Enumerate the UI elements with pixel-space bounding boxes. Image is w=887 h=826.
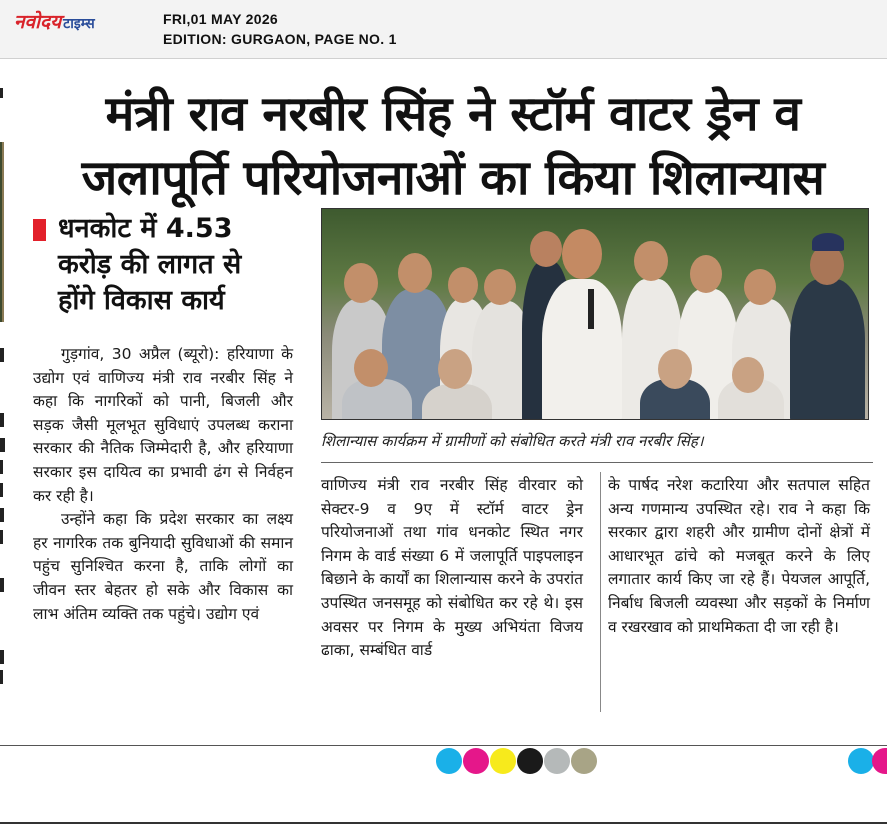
column-divider-1 xyxy=(600,472,601,712)
article-column-2 xyxy=(321,474,583,663)
photo-caption: शिलान्यास कार्यक्रम में ग्रामीणों को संबोधित करते मंत्री राव नरबीर सिंह। xyxy=(321,432,704,450)
color-registration-marks xyxy=(0,748,887,774)
logo-sub-text: टाइम्स xyxy=(63,16,95,32)
column-2-paragraph: वाणिज्य मंत्री राव नरबीर सिंह वीरवार को सेक्टर-9 व 9ए में स्टॉर्म वाटर ड्रेन परियोजनाओं तथा गांव धनकोट स्थित नगर निगम के वार्ड संख्या 6 में जलापूर्ति पाइपलाइन बिछाने के कार्यों का शिलान्यास करने के उपरांत उपस्थित जनसमूह को संबोधित कर रहे थे। इस अवसर पर निगम के मुख्य अभियंता विजय ढाका, सम्बंधित वार्ड xyxy=(321,476,583,660)
cyan-edge-dot xyxy=(848,748,874,774)
article-photo[interactable] xyxy=(321,208,869,420)
headline-line-2: जलापूर्ति परियोजनाओं का किया शिलान्यास xyxy=(81,150,825,206)
subhead-line-2: करोड़ की लागत से xyxy=(58,249,242,280)
gray-registration-dot xyxy=(544,748,570,774)
column-1-paragraph-2: उन्होंने कहा कि प्रदेश सरकार का लक्ष्य हर नागरिक तक बुनियादी सुविधाओं की समान पहुंच सुनिश्चित करना है, ताकि लोगों का जीवन स्तर बेहतर हो सके और विकास का लाभ अंतिम व्यक्ति तक पहुंचे। उद्योग एवं xyxy=(33,510,293,623)
logo-main-text: नवोदय xyxy=(14,11,62,33)
article-column-3 xyxy=(608,474,870,639)
page-header xyxy=(0,0,887,59)
newspaper-logo[interactable] xyxy=(14,8,95,34)
yellow-registration-dot xyxy=(490,748,516,774)
caption-divider xyxy=(321,462,873,463)
olive-registration-dot xyxy=(571,748,597,774)
page-bottom-rule xyxy=(0,745,887,746)
column-3-paragraph: के पार्षद नरेश कटारिया और सतपाल सहित अन्य गणमान्य उपस्थित रहे। राव ने कहा कि सरकार द्वारा शहरी और ग्रामीण दोनों क्षेत्रों में आधारभूत ढांचे को मजबूत करने के लिए लगातार कार्य किए जा रहे हैं। पेयजल आपूर्ति, निर्बाध बिजली व्यवस्था और सड़कों के निर्माण व रखरखाव को प्राथमिकता दी जा रही है। xyxy=(608,476,870,636)
magenta-registration-dot xyxy=(463,748,489,774)
edition-info: EDITION: GURGAON, PAGE NO. 1 xyxy=(163,31,397,47)
headline-line-1: मंत्री राव नरबीर सिंह ने स्टॉर्म वाटर ड्रेन व xyxy=(105,86,801,142)
article-column-1 xyxy=(33,343,293,626)
edition-date: FRI,01 MAY 2026 xyxy=(163,11,279,27)
adjacent-column-edge xyxy=(0,58,8,758)
page-bottom-border xyxy=(0,822,887,824)
cyan-registration-dot xyxy=(436,748,462,774)
subhead-line-1: धनकोट में 4.53 xyxy=(58,213,233,244)
black-registration-dot xyxy=(517,748,543,774)
column-1-paragraph-1: गुड़गांव, 30 अप्रैल (ब्यूरो): हरियाणा के उद्योग एवं वाणिज्य मंत्री राव नरबीर सिंह ने कहा कि नागरिकों को पानी, बिजली और सड़क जैसी मूलभूत सुविधाएं उपलब्ध कराना सरकार की नैतिक जिम्मेदारी है, और हरियाणा सरकार इस दायित्व का प्रभावी ढंग से निर्वहन कर रही है। xyxy=(33,345,293,505)
subhead-line-3: होंगे विकास कार्य xyxy=(58,285,225,316)
magenta-edge-dot xyxy=(872,748,887,774)
subhead-bullet xyxy=(33,219,46,241)
article-subheadline xyxy=(58,211,308,319)
article-headline xyxy=(22,82,884,210)
